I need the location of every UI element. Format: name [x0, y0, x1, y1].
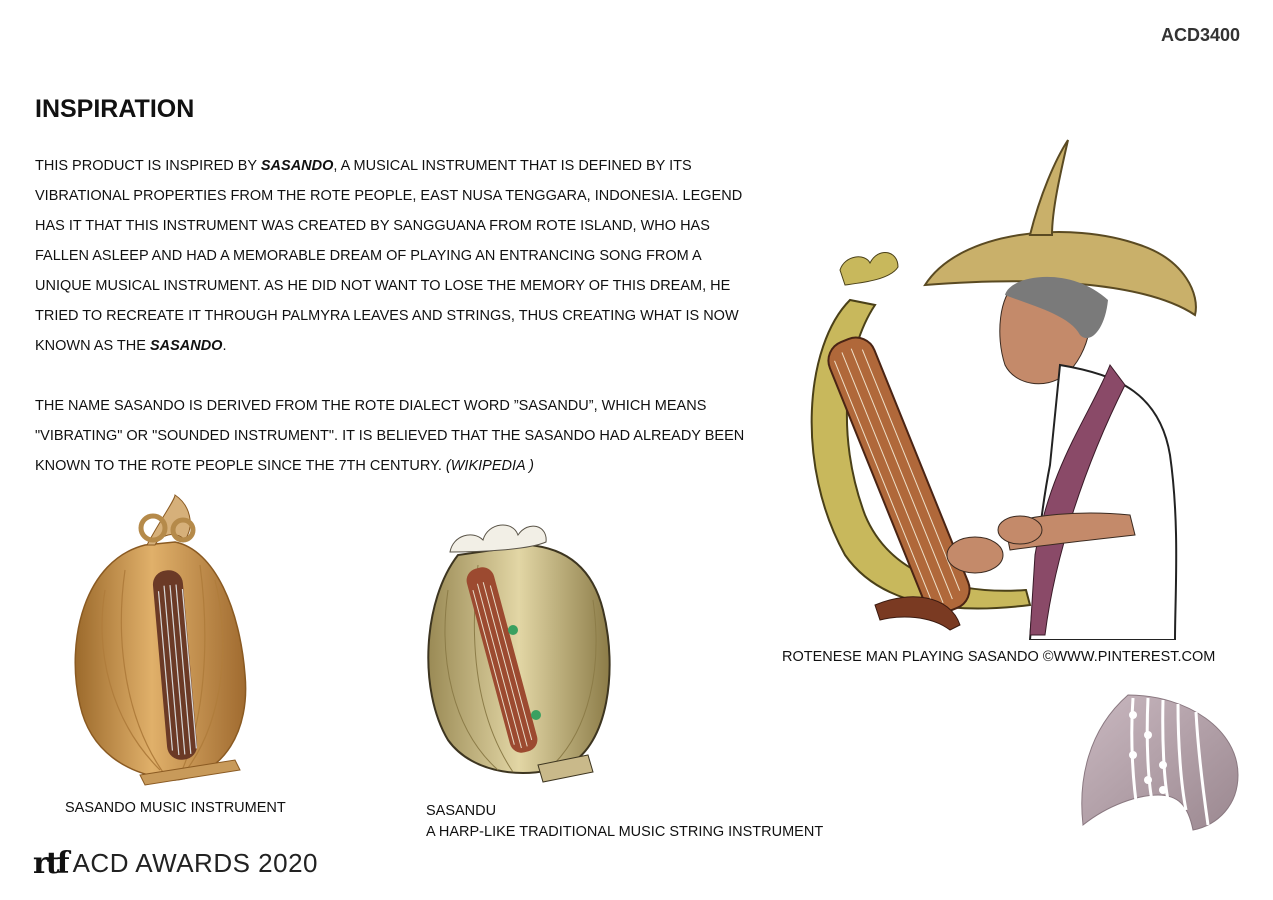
acd-awards-label: ACD AWARDS 2020 [72, 848, 319, 878]
footer-logo [33, 846, 318, 881]
sasando-caption: SASANDO MUSIC INSTRUMENT [65, 800, 286, 816]
etymology-paragraph: THE NAME SASANDO IS DERIVED FROM THE ROTE DIALECT WORD ”SASANDU”, WHICH MEANS "VIBRATING" OR "SOUNDED INSTRUMENT". IT IS BELIEVED THAT THE SASANDO HAD ALREADY BEEN KNOWN TO THE ROTE PEOPLE SINCE THE 7TH CENTURY. (WIKIPEDIA ) [35, 398, 745, 474]
page-title: INSPIRATION [35, 95, 195, 123]
sasando-photo [65, 490, 260, 790]
inspiration-paragraph: THIS PRODUCT IS INSPIRED BY SASANDO, A MUSICAL INSTRUMENT THAT IS DEFINED BY ITS VIBRATIONAL PROPERTIES FROM THE ROTE PEOPLE, EAST NUSA TENGGARA, INDONESIA. LEGEND HAS IT THAT THIS INSTRUMENT WAS CREATED BY SANGGUANA FROM ROTE ISLAND, WHO HAS FALLEN ASLEEP AND HAD A MEMORABLE DREAM OF PLAYING AN ENTRANCING SONG FROM A UNIQUE MUSICAL INSTRUMENT. AS HE DID NOT WANT TO LOSE THE MEMORY OF THIS DREAM, HE TRIED TO RECREATE IT THROUGH PALMYRA LEAVES AND STRINGS, THUS CREATING WHAT IS NOW KNOWN AS THE SASANDO. [35, 158, 743, 354]
sasandu-caption: SASANDU A HARP-LIKE TRADITIONAL MUSIC STRING INSTRUMENT [426, 803, 824, 840]
product-concept-shape [1078, 690, 1243, 835]
rtf-logo: rtf [33, 846, 67, 881]
wikipedia-source: (WIKIPEDIA ) [445, 458, 534, 474]
rotenese-caption: ROTENESE MAN PLAYING SASANDO ©WWW.PINTEREST.COM [782, 649, 1216, 665]
sasandu-illustration [418, 510, 618, 795]
rotenese-man-illustration [790, 135, 1210, 640]
project-code: ACD3400 [1160, 25, 1240, 45]
